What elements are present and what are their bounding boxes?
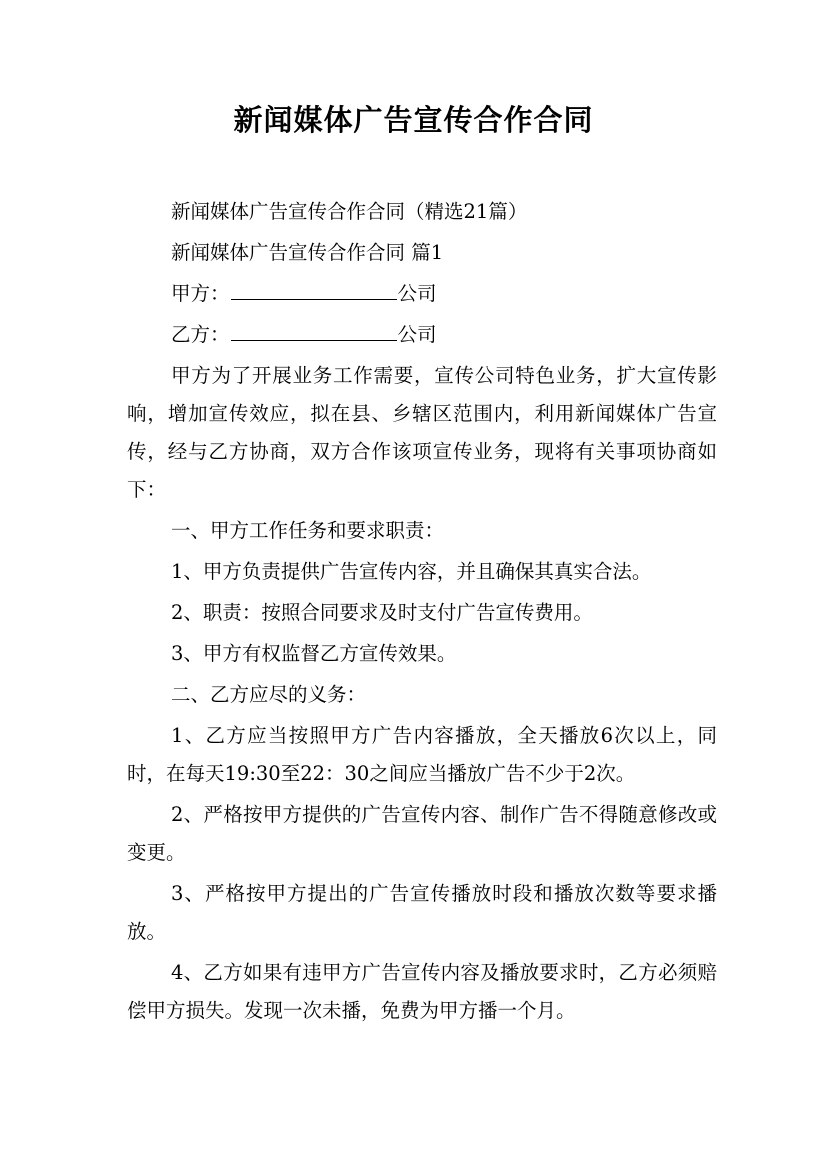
party-a-blank <box>231 281 397 300</box>
party-a-duty-2: 2、职责：按照合同要求及时支付广告宣传费用。 <box>171 601 593 624</box>
subtitle-paragraph: 新闻媒体广告宣传合作合同（精选21篇） <box>171 200 528 223</box>
intro-paragraph: 甲方为了开展业务工作需要，宣传公司特色业务，扩大宣传影响，增加宣传效应，拟在县、乡辖区范围内，利用新闻媒体广告宣传，经与乙方协商，双方合作该项宣传业务，现将有关事项协商如下： <box>127 364 717 501</box>
party-a-suffix: 公司 <box>397 282 437 305</box>
party-b-label: 乙方： <box>171 323 230 346</box>
party-b-duty-4: 4、乙方如果有违甲方广告宣传内容及播放要求时，乙方必须赔偿甲方损失。发现一次未播，免费为甲方播一个月。 <box>127 961 717 1022</box>
party-a-line <box>127 275 717 313</box>
party-b-duty-1: 1、乙方应当按照甲方广告内容播放，全天播放6次以上，同时，在每天19:30至22：30之间应当播放广告不少于2次。 <box>127 724 717 785</box>
party-b-line <box>127 316 717 354</box>
party-a-duty-3: 3、甲方有权监督乙方宣传效果。 <box>171 642 457 665</box>
document-title: 新闻媒体广告宣传合作合同 <box>233 103 594 137</box>
party-a-duty-1: 1、甲方负责提供广告宣传内容，并且确保其真实合法。 <box>171 560 652 583</box>
party-b-duties-heading: 二、乙方应尽的义务： <box>171 683 367 706</box>
party-b-duty-2: 2、严格按甲方提供的广告宣传内容、制作广告不得随意修改或变更。 <box>127 803 717 864</box>
party-b-duty-3: 3、严格按甲方提出的广告宣传播放时段和播放次数等要求播放。 <box>127 882 717 943</box>
section-heading: 新闻媒体广告宣传合作合同 篇1 <box>171 241 444 264</box>
party-b-blank <box>231 322 397 341</box>
party-a-label: 甲方： <box>171 282 230 305</box>
document-body <box>127 193 717 1033</box>
party-a-duties-heading: 一、甲方工作任务和要求职责： <box>171 519 445 542</box>
party-b-suffix: 公司 <box>397 323 437 346</box>
